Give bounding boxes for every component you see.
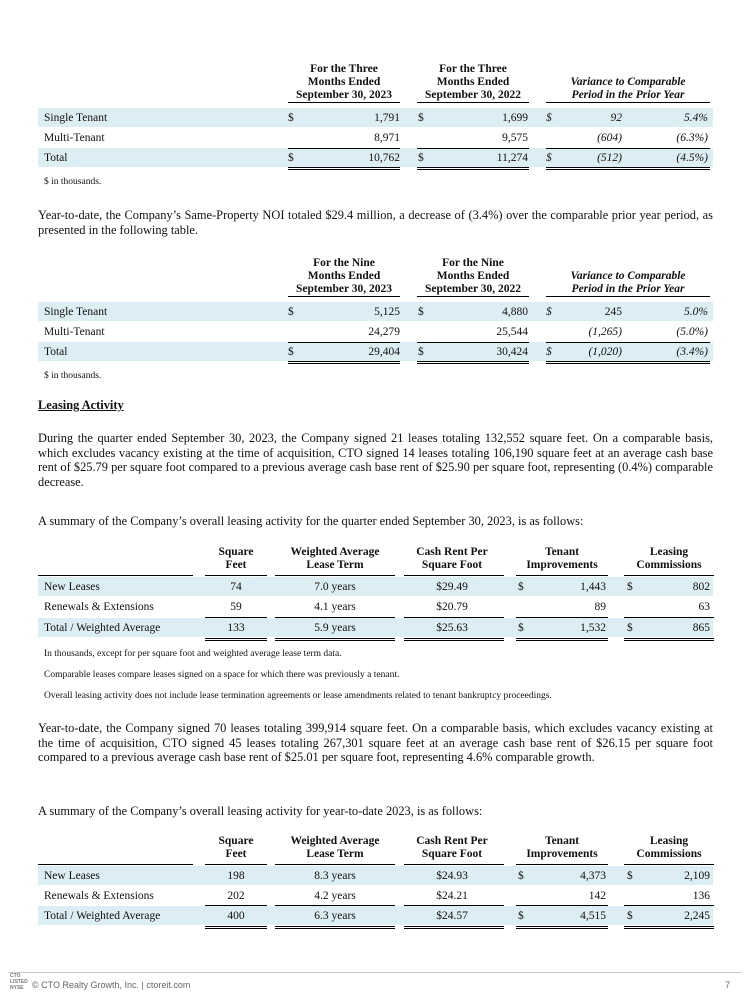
header-underline [516, 575, 608, 576]
variance-pct: (4.5%) [676, 152, 708, 164]
value-2023: 1,791 [374, 112, 400, 124]
value-2023: 29,404 [368, 346, 400, 358]
leasing-commissions: 63 [698, 601, 710, 613]
lease-term: 6.3 years [314, 910, 356, 922]
table-note: $ in thousands. [44, 177, 102, 187]
row-label: Renewals & Extensions [44, 890, 154, 902]
value-2022: 25,544 [496, 326, 528, 338]
col-header-2023: For the Three Months Ended September 30, 2023 [288, 63, 400, 103]
col-header-tenant-improvements: Tenant Improvements [526, 546, 598, 571]
col-header-square-feet: Square Feet [218, 835, 254, 860]
row-label: New Leases [44, 870, 100, 882]
variance-value: (1,020) [588, 346, 622, 358]
col-header-variance: Variance to Comparable Period in the Prior Year [546, 76, 710, 103]
total-double-line [417, 167, 529, 170]
row-label: Renewals & Extensions [44, 601, 154, 613]
dollar-sign: $ [418, 112, 424, 124]
lease-term: 4.1 years [314, 601, 356, 613]
leasing-commissions: 865 [692, 622, 710, 634]
cash-rent: $25.63 [436, 622, 468, 634]
dollar-sign: $ [418, 306, 424, 318]
variance-pct: (5.0%) [676, 326, 708, 338]
total-double-line [288, 361, 400, 364]
subtotal-line [404, 617, 504, 618]
leasing-commissions: 802 [692, 581, 710, 593]
dollar-sign: $ [627, 870, 633, 882]
quarter-summary-intro: A summary of the Company’s overall leasing activity for the quarter ended September 30, 2023, is as follows: [38, 514, 584, 528]
tenant-improvements: 4,373 [580, 870, 606, 882]
page-number: 7 [724, 980, 730, 990]
total-double-line [205, 638, 267, 641]
lease-term: 4.2 years [314, 890, 356, 902]
tenant-improvements: 142 [588, 890, 606, 902]
section-heading: Leasing Activity [38, 398, 124, 412]
leasing-commissions: 136 [692, 890, 710, 902]
tenant-improvements: 4,515 [580, 910, 606, 922]
quarter-leasing-paragraph: During the quarter ended September 30, 2023, the Company signed 21 leases totaling 132,552 square feet. On a comparable basis, which excludes vacancy existing at the time of acquisition, CTO signed 14 leases totaling 106,190 square feet at an average cash base rent of $25.79 per square foot compared to a previous average cash base rent of $25.90 per square foot, representing (0.4%) comparable decrease. [38, 431, 713, 489]
header-underline [624, 575, 714, 576]
dollar-sign: $ [546, 306, 552, 318]
variance-value: 245 [604, 306, 622, 318]
col-header-lease-term: Weighted Average Lease Term [290, 546, 380, 571]
square-feet: 74 [230, 581, 242, 593]
col-header-cash-rent: Cash Rent Per Square Foot [416, 546, 488, 571]
variance-pct: 5.0% [684, 306, 708, 318]
table-note: Overall leasing activity does not include lease termination agreements or lease amendments related to tenant bankruptcy proceedings. [44, 691, 552, 701]
square-feet: 202 [227, 890, 245, 902]
header-underline [38, 864, 193, 865]
col-header-2023: For the Nine Months Ended September 30, 2023 [288, 257, 400, 297]
table-note: Comparable leases compare leases signed on a space for which there was previously a tenant. [44, 670, 400, 680]
subtotal-line [404, 905, 504, 906]
col-header-lease-term: Weighted Average Lease Term [290, 835, 380, 860]
total-double-line [288, 167, 400, 170]
subtotal-line [275, 905, 395, 906]
ytd-leasing-paragraph: Year-to-date, the Company signed 70 leases totaling 399,914 square feet. On a comparable basis, which excludes vacancy existing at the time of acquisition, CTO signed 45 leases totaling 267,301 square feet at an average cash base rent of $26.15 per square foot compared to a previous average cash base rent of $25.01 per square foot, representing 4.6% comparable growth. [38, 721, 713, 764]
value-2023: 10,762 [368, 152, 400, 164]
value-2022: 9,575 [502, 132, 528, 144]
value-2023: 8,971 [374, 132, 400, 144]
footer-divider [8, 972, 742, 973]
table-note: $ in thousands. [44, 371, 102, 381]
cash-rent: $24.93 [436, 870, 468, 882]
cash-rent: $29.49 [436, 581, 468, 593]
variance-value: (1,265) [588, 326, 622, 338]
subtotal-line [205, 617, 267, 618]
ytd-noi-paragraph: Year-to-date, the Company’s Same-Property NOI totaled $29.4 million, a decrease of (3.4%) over the comparable prior year period, as presented in the following table. [38, 208, 713, 237]
dollar-sign: $ [518, 622, 524, 634]
header-underline [404, 864, 504, 865]
col-header-2022: For the Nine Months Ended September 30, 2022 [417, 257, 529, 297]
subtotal-line [275, 617, 395, 618]
tenant-improvements: 89 [594, 601, 606, 613]
row-label: Total [44, 152, 68, 164]
value-2023: 24,279 [368, 326, 400, 338]
total-double-line [275, 926, 395, 929]
lease-term: 5.9 years [314, 622, 356, 634]
leasing-commissions: 2,245 [684, 910, 710, 922]
table-note: In thousands, except for per square foot and weighted average lease term data. [44, 649, 342, 659]
total-double-line [546, 167, 710, 170]
header-underline [205, 864, 267, 865]
total-double-line [205, 926, 267, 929]
dollar-sign: $ [288, 346, 294, 358]
col-header-2022: For the Three Months Ended September 30, 2022 [417, 63, 529, 103]
cash-rent: $24.57 [436, 910, 468, 922]
row-label: Total [44, 346, 68, 358]
subtotal-line [624, 905, 714, 906]
variance-pct: (3.4%) [676, 346, 708, 358]
col-header-variance: Variance to Comparable Period in the Prior Year [546, 270, 710, 297]
square-feet: 59 [230, 601, 242, 613]
col-header-cash-rent: Cash Rent Per Square Foot [416, 835, 488, 860]
cash-rent: $20.79 [436, 601, 468, 613]
total-double-line [546, 361, 710, 364]
square-feet: 400 [227, 910, 245, 922]
variance-value: (604) [597, 132, 622, 144]
square-feet: 198 [227, 870, 245, 882]
header-underline [38, 575, 193, 576]
dollar-sign: $ [288, 306, 294, 318]
dollar-sign: $ [288, 112, 294, 124]
row-label: Total / Weighted Average [44, 910, 161, 922]
row-label: Multi-Tenant [44, 326, 105, 338]
dollar-sign: $ [627, 622, 633, 634]
row-label: Single Tenant [44, 306, 108, 318]
subtotal-line [205, 905, 267, 906]
value-2023: 5,125 [374, 306, 400, 318]
total-double-line [404, 638, 504, 641]
lease-term: 7.0 years [314, 581, 356, 593]
header-underline [624, 864, 714, 865]
dollar-sign: $ [627, 581, 633, 593]
dollar-sign: $ [518, 910, 524, 922]
cash-rent: $24.21 [436, 890, 468, 902]
tenant-improvements: 1,443 [580, 581, 606, 593]
header-underline [516, 864, 608, 865]
dollar-sign: $ [518, 581, 524, 593]
col-header-tenant-improvements: Tenant Improvements [526, 835, 598, 860]
total-double-line [624, 926, 714, 929]
row-label: New Leases [44, 581, 100, 593]
dollar-sign: $ [418, 152, 424, 164]
header-underline [275, 864, 395, 865]
variance-value: 92 [610, 112, 622, 124]
header-underline [205, 575, 267, 576]
total-double-line [417, 361, 529, 364]
dollar-sign: $ [518, 870, 524, 882]
footer-copyright: © CTO Realty Growth, Inc. | ctoreit.com [32, 980, 191, 990]
subtotal-line [624, 617, 714, 618]
lease-term: 8.3 years [314, 870, 356, 882]
dollar-sign: $ [546, 152, 552, 164]
tenant-improvements: 1,532 [580, 622, 606, 634]
variance-value: (512) [597, 152, 622, 164]
header-underline [404, 575, 504, 576]
variance-pct: (6.3%) [676, 132, 708, 144]
total-double-line [275, 638, 395, 641]
value-2022: 1,699 [502, 112, 528, 124]
total-double-line [624, 638, 714, 641]
value-2022: 30,424 [496, 346, 528, 358]
variance-pct: 5.4% [684, 112, 708, 124]
cto-nyse-logo: CTO LISTED NYSE [10, 973, 28, 991]
row-label: Multi-Tenant [44, 132, 105, 144]
value-2022: 4,880 [502, 306, 528, 318]
square-feet: 133 [227, 622, 245, 634]
col-header-leasing-commissions: Leasing Commissions [636, 546, 702, 571]
subtotal-line [516, 905, 608, 906]
leasing-commissions: 2,109 [684, 870, 710, 882]
col-header-square-feet: Square Feet [218, 546, 254, 571]
dollar-sign: $ [288, 152, 294, 164]
total-double-line [404, 926, 504, 929]
ytd-summary-intro: A summary of the Company’s overall leasing activity for year-to-date 2023, is as follows: [38, 804, 483, 818]
row-label: Total / Weighted Average [44, 622, 161, 634]
dollar-sign: $ [546, 346, 552, 358]
col-header-leasing-commissions: Leasing Commissions [636, 835, 702, 860]
total-double-line [516, 926, 608, 929]
dollar-sign: $ [418, 346, 424, 358]
header-underline [275, 575, 395, 576]
value-2022: 11,274 [496, 152, 528, 164]
row-label: Single Tenant [44, 112, 108, 124]
dollar-sign: $ [546, 112, 552, 124]
subtotal-line [516, 617, 608, 618]
total-double-line [516, 638, 608, 641]
dollar-sign: $ [627, 910, 633, 922]
